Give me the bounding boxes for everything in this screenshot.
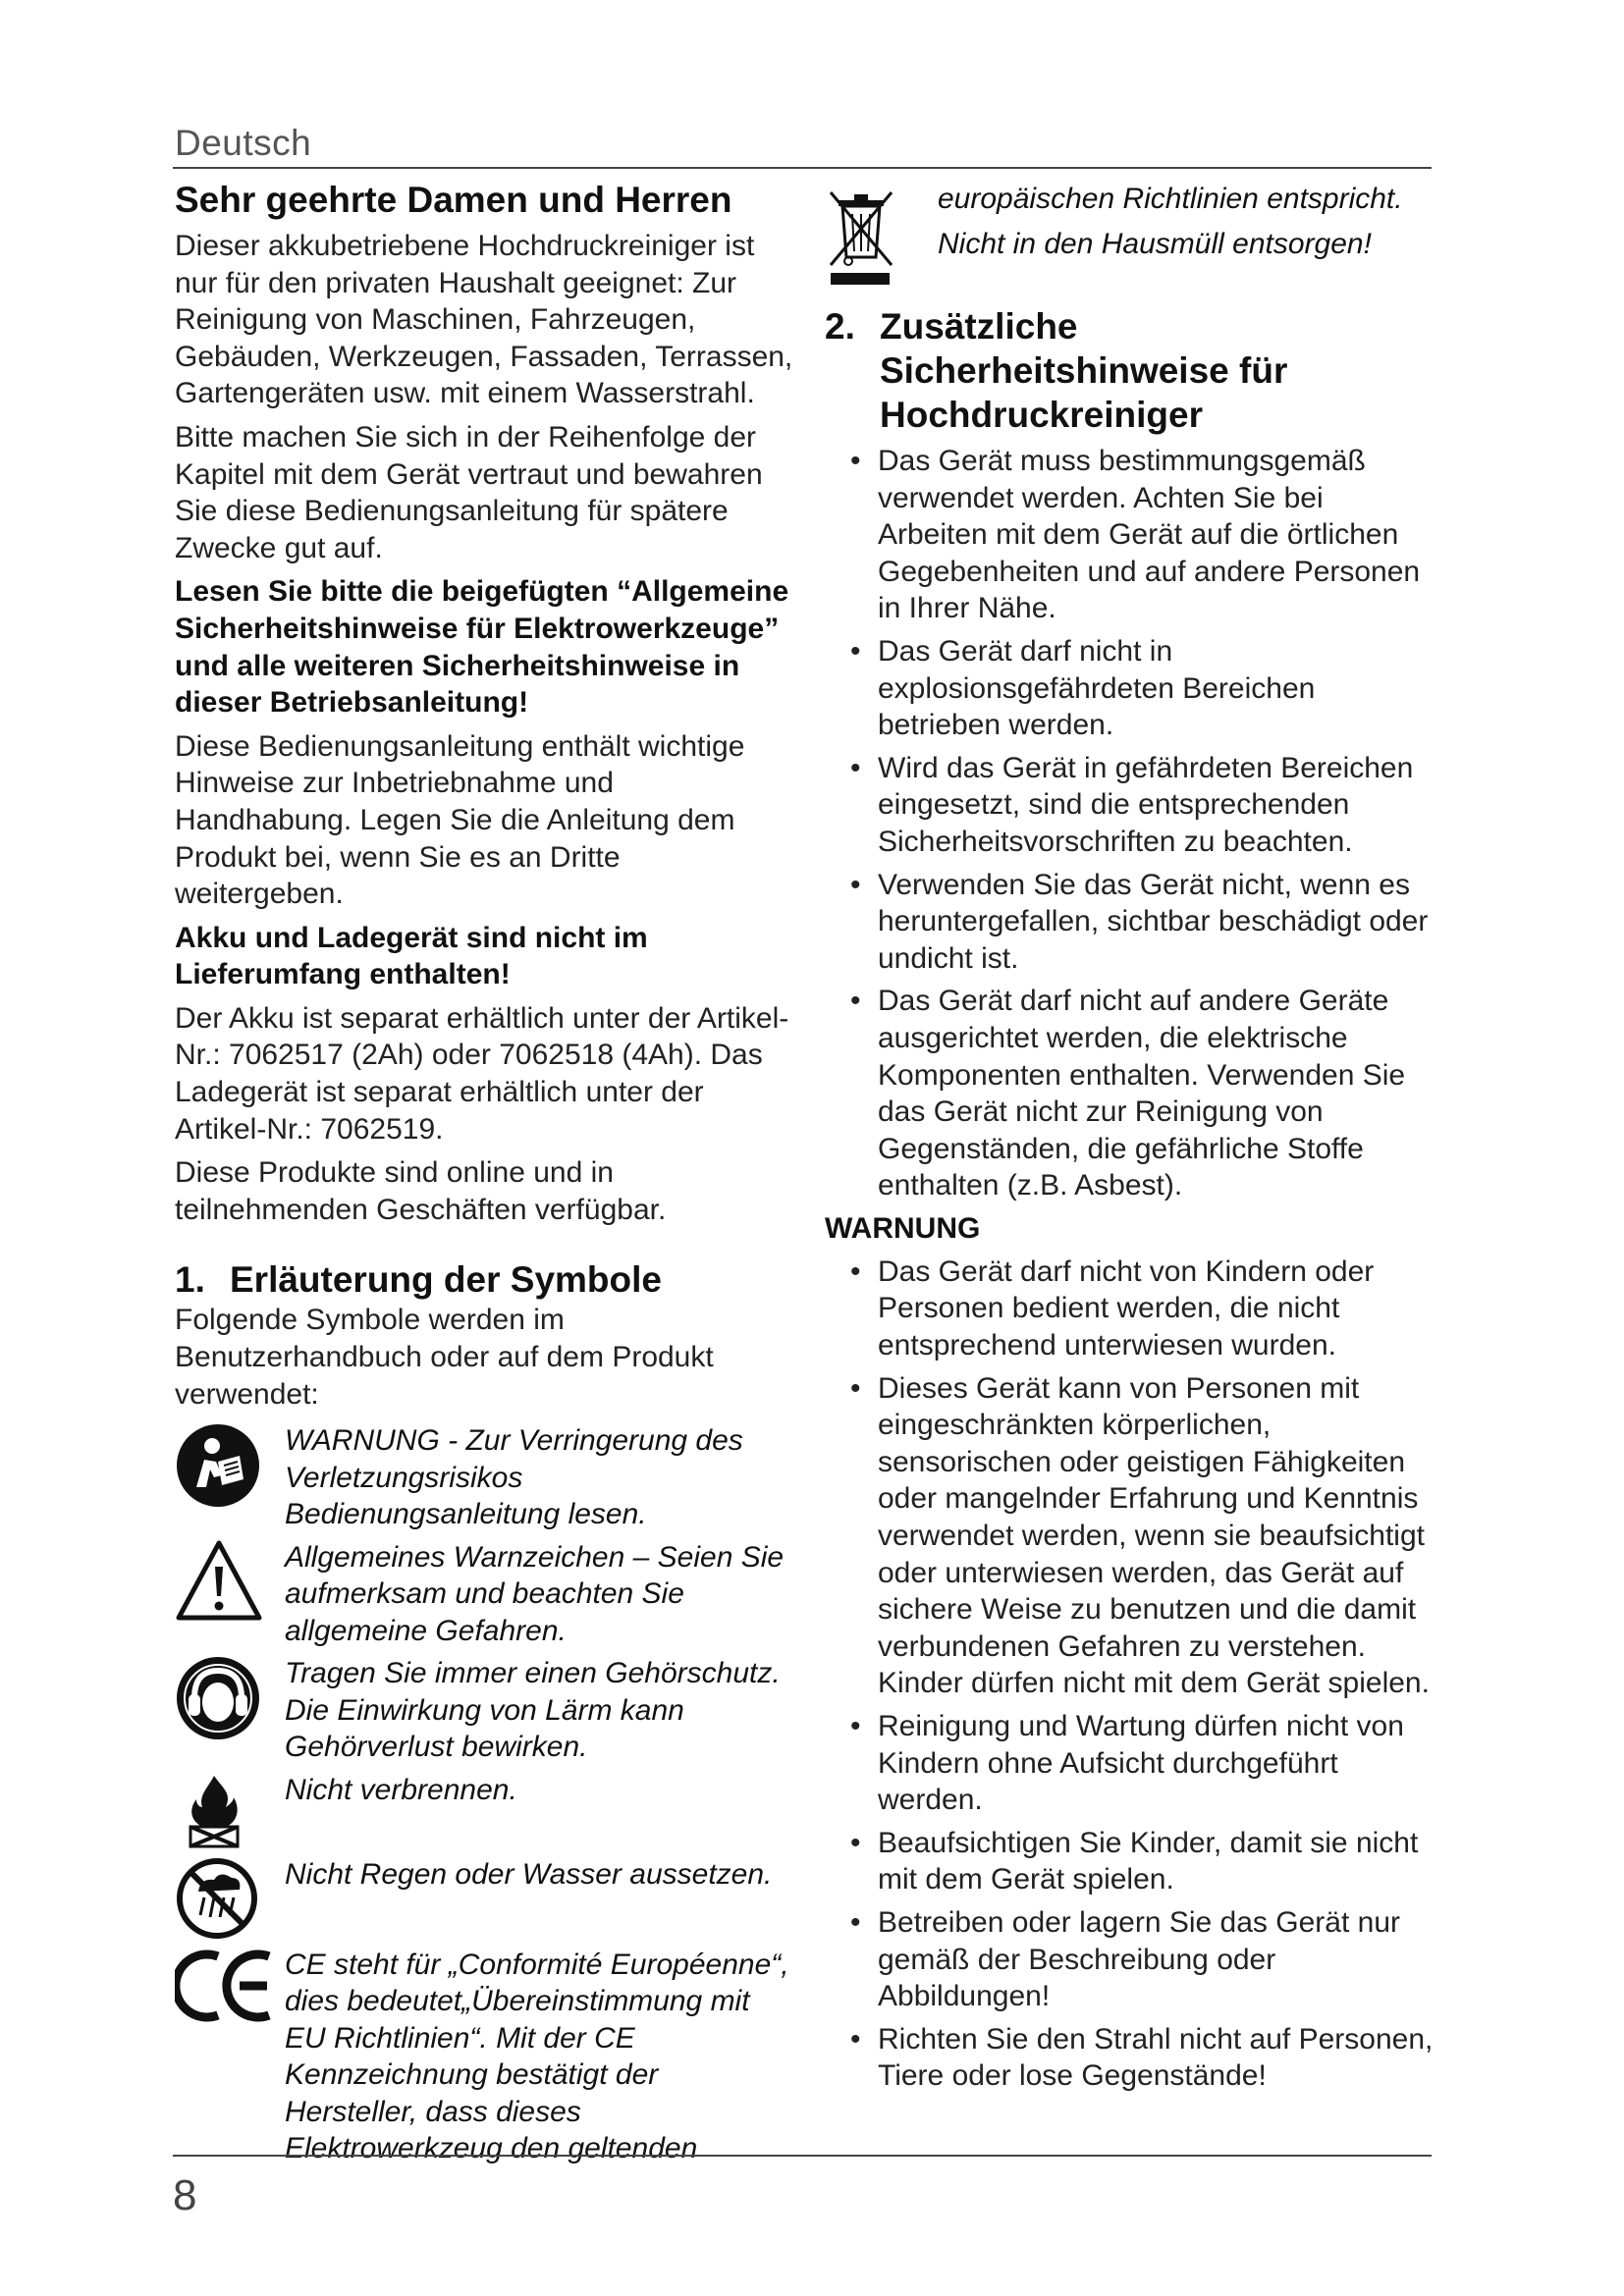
no-fire-icon bbox=[175, 1772, 285, 1850]
list-item: • Beaufsichtigen Sie Kinder, damit sie nicht mit dem Gerät spielen. bbox=[850, 1826, 1419, 1896]
ce-mark-icon bbox=[175, 1947, 285, 2025]
battery-info-paragraph: Der Akku ist separat erhältlich unter der Artikel-Nr.: 7062517 (2Ah) oder 7062518 (4Ah). Das Ladegerät ist separat erhältlich unter der Artikel-Nr.: 7062519. bbox=[175, 1001, 789, 1146]
section-2-title: Zusätzliche Sicherheitshinweise für Hochdruckreiniger bbox=[880, 306, 1288, 435]
list-item: • Dieses Gerät kann von Personen mit eingeschränkten körperlichen, sensorischen oder geistigen Fähigkeiten oder mangelnder Erfahrung und Kenntnis verwendet werden, wenn sie beaufsichtigt oder unterwiesen werden, das Gerät auf sichere Weise zu benutzen und die damit verbundenen Gefahren zu verstehen. Kinder dürfen nicht mit dem Gerät spielen. bbox=[850, 1371, 1430, 1700]
bullet-icon: • bbox=[850, 1826, 861, 1859]
right-column bbox=[825, 179, 1434, 2101]
warning-label: WARNUNG bbox=[825, 1211, 981, 1245]
read-manual-icon bbox=[175, 1422, 285, 1509]
weee-row bbox=[825, 179, 1434, 287]
intro-paragraph: Dieser akkubetriebene Hochdruckreiniger ist nur für den privaten Haushalt geeignet: Zur Reinigung von Maschinen, Fahrzeugen, Gebäuden, Werkzeugen, Fassaden, Terrassen, Gartengeräten usw. mit einem Wasserstrahl. bbox=[175, 230, 793, 410]
symbol-row bbox=[175, 1655, 793, 1766]
bullet-icon: • bbox=[850, 634, 861, 667]
weee-text bbox=[938, 179, 1434, 262]
bullet-icon: • bbox=[850, 868, 861, 901]
section-2-heading bbox=[825, 304, 1434, 437]
page-number: 8 bbox=[173, 2171, 197, 2219]
bullet-icon: • bbox=[850, 445, 861, 477]
availability-paragraph: Diese Produkte sind online und in teilnehmenden Geschäften verfügbar. bbox=[175, 1156, 667, 1226]
no-rain-icon bbox=[175, 1856, 285, 1941]
symbol-text: Tragen Sie immer einen Gehörschutz. Die Einwirkung von Lärm kann Gehörverlust bewirken. bbox=[285, 1657, 781, 1764]
crossed-bin-icon bbox=[825, 179, 938, 287]
list-item: • Das Gerät muss bestimmungsgemäß verwendet werden. Achten Sie bei Arbeiten mit dem Gerät auf die örtlichen Gegebenheiten und auf andere Personen in Ihrer Nähe. bbox=[850, 445, 1421, 625]
list-item: • Das Gerät darf nicht von Kindern oder Personen bedient werden, die nicht entsprechend unterwiesen wurden. bbox=[850, 1255, 1375, 1362]
list-item: • Das Gerät darf nicht auf andere Geräte ausgerichtet werden, die elektrische Komponenten enthalten. Verwenden Sie das Gerät nicht zur Reinigung von Gegenständen, die gefährliche Stoffe enthalten (z.B. Asbest). bbox=[850, 985, 1406, 1202]
list-item: • Verwenden Sie das Gerät nicht, wenn es heruntergefallen, sichtbar beschädigt oder undicht ist. bbox=[850, 868, 1429, 975]
bullet-icon: • bbox=[850, 1255, 861, 1288]
warning-list bbox=[825, 1254, 1434, 2095]
bullet-icon: • bbox=[850, 1710, 861, 1742]
battery-note: Akku und Ladegerät sind nicht im Lieferumfang enthalten! bbox=[175, 921, 648, 991]
symbol-row bbox=[175, 1422, 793, 1533]
list-item: • Richten Sie den Strahl nicht auf Personen, Tiere oder lose Gegenstände! bbox=[850, 2022, 1434, 2093]
ear-protection-icon bbox=[175, 1655, 285, 1741]
symbol-text: Allgemeines Warnzeichen – Seien Sie aufmerksam und beachten Sie allgemeine Gefahren. bbox=[285, 1540, 785, 1647]
section-1-number: 1. bbox=[175, 1259, 205, 1301]
bullet-icon: • bbox=[850, 2022, 861, 2056]
symbol-row bbox=[175, 1539, 793, 1650]
header-rule bbox=[173, 167, 1432, 169]
symbol-row bbox=[175, 1772, 793, 1850]
section-2-number: 2. bbox=[825, 306, 855, 347]
symbol-text: Nicht Regen oder Wasser aussetzen. bbox=[285, 1857, 773, 1891]
section-1-heading bbox=[175, 1257, 793, 1302]
symbol-row bbox=[175, 1947, 793, 2167]
list-item: • Wird das Gerät in gefährdeten Bereichen eingesetzt, sind die entsprechenden Sicherheitsvorschriften zu beachten. bbox=[850, 751, 1414, 858]
footer-rule bbox=[173, 2155, 1432, 2157]
warning-triangle-icon bbox=[175, 1539, 285, 1622]
section-1-title: Erläuterung der Symbole bbox=[230, 1259, 662, 1301]
page-title: Sehr geehrte Damen und Herren bbox=[175, 180, 732, 220]
weee-text-line-2: Nicht in den Hausmüll entsorgen! bbox=[938, 227, 1372, 260]
left-column bbox=[175, 179, 793, 2173]
bullet-icon: • bbox=[850, 1371, 861, 1405]
bullet-icon: • bbox=[850, 1905, 861, 1939]
symbol-text: Nicht verbrennen. bbox=[285, 1773, 517, 1806]
list-item: • Reinigung und Wartung dürfen nicht von Kindern ohne Aufsicht durchgeführt werden. bbox=[850, 1710, 1404, 1817]
list-item: • Betreiben oder lagern Sie das Gerät nur gemäß der Beschreibung oder Abbildungen! bbox=[850, 1905, 1400, 2013]
symbol-text: WARNUNG - Zur Verringerung des Verletzungsrisikos Bedienungsanleitung lesen. bbox=[285, 1424, 743, 1531]
weee-text-line-1: europäischen Richtlinien entspricht. bbox=[938, 183, 1403, 215]
read-safety-paragraph: Lesen Sie bitte die beigefügten “Allgemeine Sicherheitshinweise für Elektrowerkzeuge” und alle weiteren Sicherheitshinweise in dieser Betriebsanleitung! bbox=[175, 575, 789, 720]
symbol-row bbox=[175, 1856, 793, 1941]
list-item: • Das Gerät darf nicht in explosionsgefährdeten Bereichen betrieben werden. bbox=[850, 634, 1316, 742]
read-order-paragraph: Bitte machen Sie sich in der Reihenfolge der Kapitel mit dem Gerät vertraut und bewahren Sie diese Bedienungsanleitung für spätere Zwecke gut auf. bbox=[175, 420, 763, 564]
bullet-icon: • bbox=[850, 751, 861, 784]
symbol-text: CE steht für „Conformité Européenne“, dies bedeutet„Übereinstimmung mit EU Richtlinien“. Mit der CE Kennzeichnung bestätigt der Hersteller, dass dieses Elektrowerkzeug den geltenden bbox=[285, 1948, 789, 2165]
bullet-icon: • bbox=[850, 985, 861, 1018]
important-paragraph: Diese Bedienungsanleitung enthält wichtige Hinweise zur Inbetriebnahme und Handhabung. Legen Sie die Anleitung dem Produkt bei, wenn Sie es an Dritte weitergeben. bbox=[175, 729, 745, 911]
section-1-intro: Folgende Symbole werden im Benutzerhandbuch oder auf dem Produkt verwendet: bbox=[175, 1304, 714, 1411]
page-language-label: Deutsch bbox=[175, 123, 312, 163]
safety-list bbox=[825, 443, 1434, 1204]
